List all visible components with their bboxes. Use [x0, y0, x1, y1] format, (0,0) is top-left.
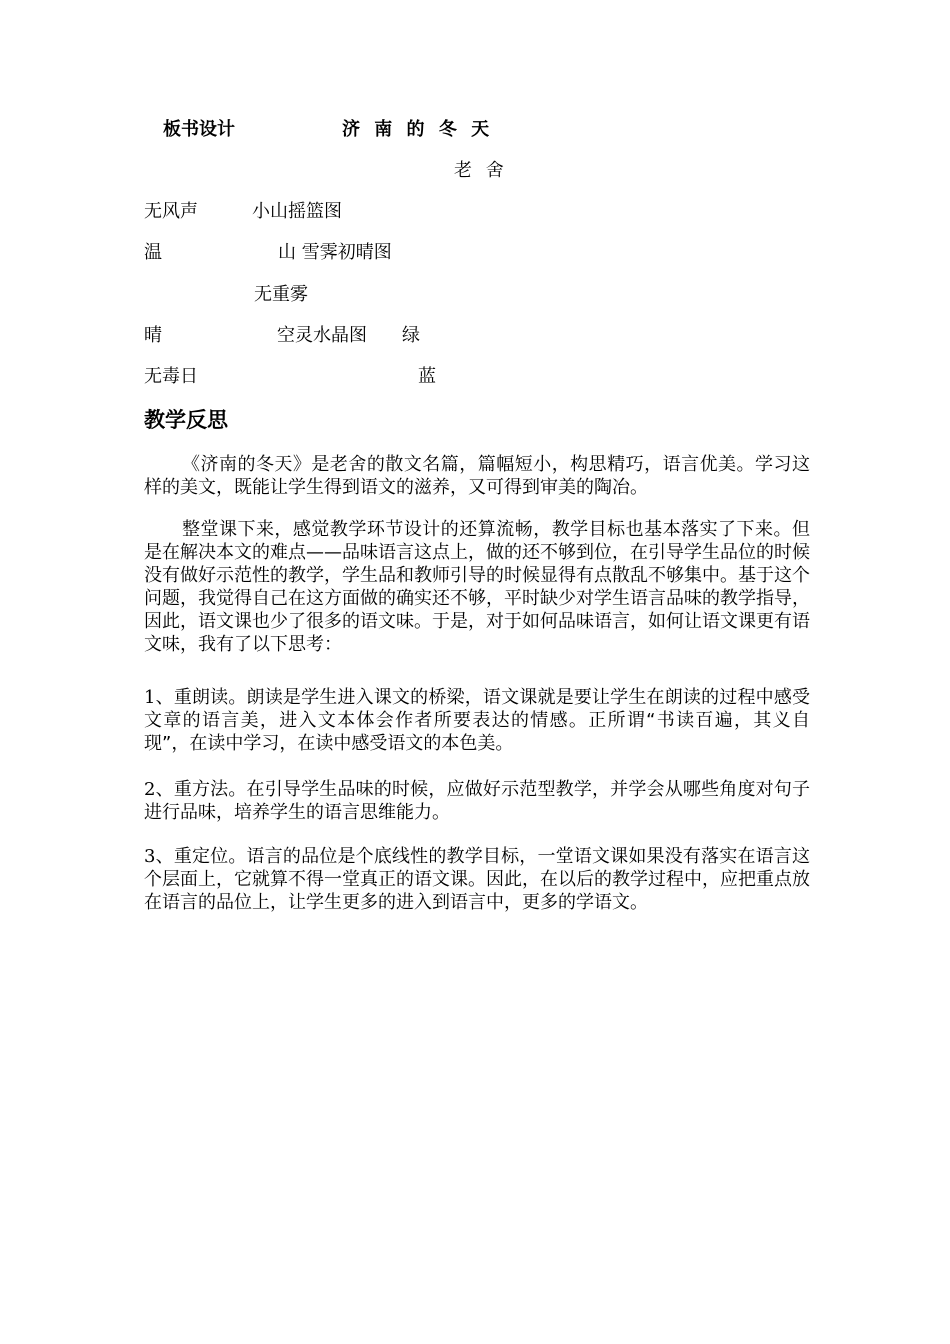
reflection-heading: 教学反思	[144, 408, 228, 432]
reflection-point-2	[144, 778, 810, 824]
board-design-label: 板书设计	[163, 119, 235, 140]
board-row5-left: 无毒日	[144, 366, 198, 387]
board-row2-left: 温	[144, 242, 162, 263]
point-number: 3	[144, 846, 156, 867]
board-row1-mid: 小山摇篮图	[252, 201, 342, 222]
point-text: 、重定位。语言的品位是个底线性的教学目标，一堂语文课如果没有落实在语言这个层面上，它就算不得一堂真正的语文课。因此，在以后的教学过程中，应把重点放在语言的品位上，让学生更多的进入到语言中，更多的学语文。	[144, 846, 810, 913]
board-row2-mid: 山 雪霁初晴图	[278, 242, 392, 263]
board-row5-right: 蓝	[418, 366, 436, 387]
reflection-paragraph-2: 整堂课下来，感觉教学环节设计的还算流畅，教学目标也基本落实了下来。但是在解决本文的难点——品味语言这点上，做的还不够到位，在引导学生品位的时候没有做好示范性的教学，学生品和教师引导的时候显得有点散乱不够集中。基于这个问题，我觉得自己在这方面做的确实还不够，平时缺少对学生语言品味的教学指导，因此，语文课也少了很多的语文味。于是，对于如何品味语言，如何让语文课更有语文味，我有了以下思考：	[144, 519, 810, 655]
reflection-point-1	[144, 686, 810, 755]
board-row3-mid: 无重雾	[254, 284, 308, 305]
point-text: 、重朗读。朗读是学生进入课文的桥梁，语文课就是要让学生在朗读的过程中感受文章的语言美，进入文本体会作者所要表达的情感。正所谓“书读百遍，其义自现”，在读中学习，在读中感受语文的本色美。	[144, 687, 810, 754]
board-row4-right: 绿	[402, 325, 420, 346]
author-name: 老 舍	[454, 160, 508, 181]
board-row4-mid: 空灵水晶图	[277, 325, 367, 346]
lesson-title: 济 南 的 冬 天	[342, 119, 494, 140]
board-row4-left: 晴	[144, 325, 162, 346]
reflection-paragraph-1: 《济南的冬天》是老舍的散文名篇，篇幅短小，构思精巧，语言优美。学习这样的美文，既能让学生得到语文的滋养，又可得到审美的陶冶。	[144, 454, 810, 498]
reflection-point-3	[144, 845, 810, 914]
point-number: 1	[144, 687, 156, 708]
board-row1-left: 无风声	[144, 201, 198, 222]
point-text: 、重方法。在引导学生品味的时候，应做好示范型教学，并学会从哪些角度对句子进行品味，培养学生的语言思维能力。	[144, 779, 810, 823]
point-number: 2	[144, 779, 156, 800]
